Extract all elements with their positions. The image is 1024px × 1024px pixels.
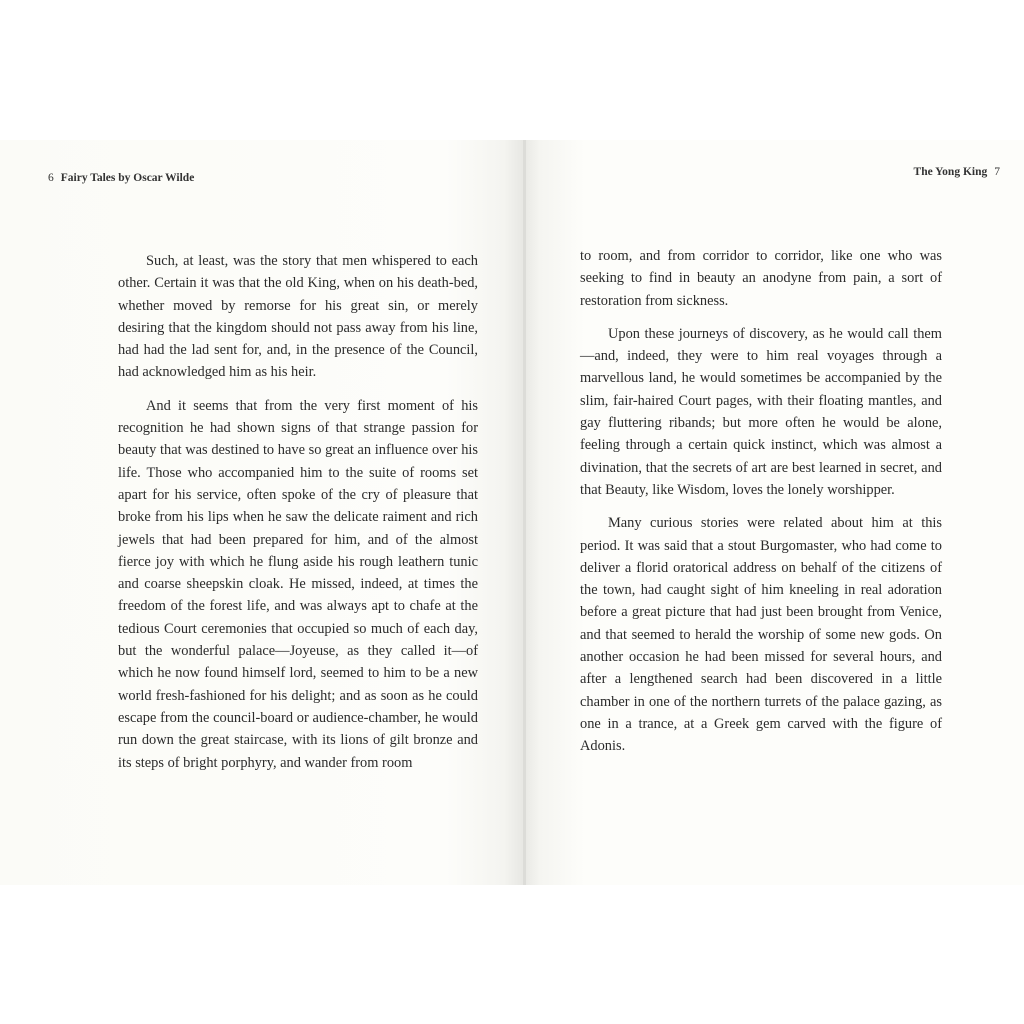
paragraph: Upon these journeys of discovery, as he would call them—and, indeed, they were to him real voyages through a marvellous land, he would sometimes be accompanied by the slim, fair-haired Court pages, with their floating mantles, and gay fluttering ribands; but more often he would be alone, feeling through a certain quick instinct, which was almost a divination, that the secrets of art are best learned in secret, and that Beauty, like Wisdom, loves the lonely worshipper.: [580, 325, 942, 498]
paragraph: to room, and from corridor to corridor, like one who was seeking to find in beauty an anodyne from pain, a sort of restoration from sickness.: [580, 248, 942, 309]
left-running-title: Fairy Tales by Oscar Wilde: [60, 172, 195, 184]
left-body-text: [118, 250, 478, 785]
left-page: [0, 140, 525, 885]
paragraph: And it seems that from the very first moment of his recognition he had shown signs of that strange passion for beauty that was destined to have so great an influence over his life. Those who accompanied him to the suite of rooms set apart for his service, often spoke of the cry of pleasure that broke from his lips when he saw the delicate raiment and rich jewels that had been prepared for him, and of the almost fierce joy with which he flung aside his rough leathern tunic and coarse sheepskin cloak. He missed, indeed, at times the freedom of the forest life, and was always apt to chafe at the tedious Court ceremonies that occupied so much of each day, but the wonderful palace—Joyeuse, as they called it—of which he now found himself lord, seemed to him to be a new world fresh-fashioned for his delight; and as soon as he could escape from the council-board or audience-chamber, he would run down the great staircase, with its lions of gilt bronze and its steps of bright porphyry, and wander from room: [118, 397, 478, 771]
right-page: [525, 140, 1024, 885]
book-spread: [0, 140, 1024, 885]
paragraph: Such, at least, was the story that men whispered to each other. Certain it was that the old King, when on his death-bed, whether moved by remorse for his great sin, or merely desiring that the kingdom should not pass away from his line, had had the lad sent for, and, in the presence of the Council, had acknowledged him as his heir.: [118, 253, 478, 381]
right-body-text: [580, 245, 942, 769]
left-running-head: [48, 172, 194, 184]
right-running-title: The Yong King: [913, 166, 988, 178]
paragraph: Many curious stories were related about him at this period. It was said that a stout Burgomaster, who had come to deliver a florid oratorical address on behalf of the citizens of the town, had caught sight of him kneeling in real adoration before a great picture that had just been brought from Venice, and that seemed to herald the worship of some new gods. On another occasion he had been missed for several hours, and after a lengthened search had been discovered in a little chamber in one of the northern turrets of the palace gazing, as one in a trance, at a Greek gem carved with the figure of Adonis.: [580, 515, 942, 755]
right-running-head: [914, 166, 1000, 178]
left-page-number: 6: [48, 172, 54, 184]
right-page-number: 7: [994, 166, 1000, 178]
book-gutter: [523, 140, 526, 885]
